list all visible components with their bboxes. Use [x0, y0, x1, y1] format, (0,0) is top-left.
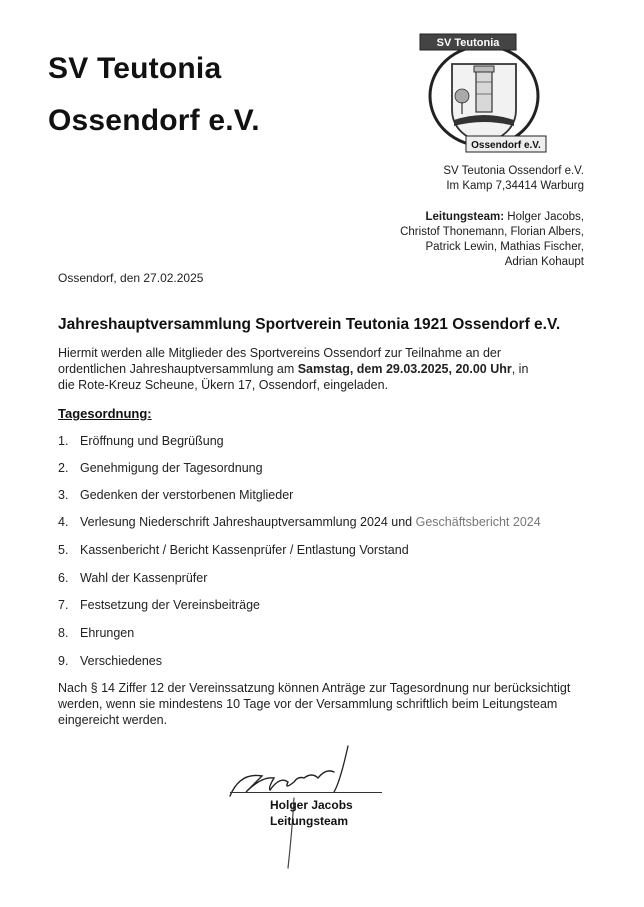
- team-line-3: Patrick Lewin, Mathias Fischer,: [425, 241, 584, 253]
- agenda-number: 5.: [58, 543, 69, 557]
- intro-paragraph: [58, 345, 538, 393]
- agenda-item: [58, 571, 207, 585]
- agenda-text: Festsetzung der Vereinsbeiträge: [80, 598, 260, 612]
- agenda-item: [58, 626, 134, 640]
- agenda-text: Eröffnung und Begrüßung: [80, 434, 224, 448]
- intro-text-1: Hiermit werden alle Mitglieder des Sportvereins Ossendorf zur Teilnahme an der ordentlichen Jahreshauptversammlung am: [58, 346, 502, 376]
- leadership-team: [400, 210, 584, 270]
- team-line-2: Christof Thonemann, Florian Albers,: [400, 226, 584, 238]
- agenda-number: 6.: [58, 571, 69, 585]
- agenda-number: 2.: [58, 461, 69, 475]
- club-address: [443, 164, 584, 194]
- agenda-number: 1.: [58, 434, 69, 448]
- team-line-1: Holger Jacobs,: [507, 211, 584, 223]
- agenda-text: Verlesung Niederschrift Jahreshauptversammlung 2024 und: [80, 515, 416, 529]
- agenda-text-gray: Geschäftsbericht 2024: [415, 515, 541, 529]
- signature-line: [230, 792, 382, 793]
- agenda-title: Tagesordnung:: [58, 406, 152, 421]
- agenda-number: 9.: [58, 654, 69, 668]
- agenda-text: Kassenbericht / Bericht Kassenprüfer / Entlastung Vorstand: [80, 543, 409, 557]
- letter-date: Ossendorf, den 27.02.2025: [58, 271, 204, 285]
- agenda-number: 8.: [58, 626, 69, 640]
- agenda-item: [58, 598, 260, 612]
- agenda-item: [58, 488, 293, 502]
- agenda-text: Genehmigung der Tagesordnung: [80, 461, 263, 475]
- signer-role: Leitungsteam: [270, 814, 349, 828]
- agenda-item: [58, 461, 263, 475]
- agenda-item: [58, 543, 409, 557]
- team-label: Leitungsteam:: [425, 211, 505, 223]
- agenda-number: 7.: [58, 598, 69, 612]
- agenda-item: [58, 515, 541, 529]
- address-line-1: SV Teutonia Ossendorf e.V.: [443, 165, 584, 177]
- statute-note: Nach § 14 Ziffer 12 der Vereinssatzung können Anträge zur Tagesordnung nur berücksichtigt werden, wenn sie mindestens 10 Tage vor der Versammlung schriftlich beim Leitungsteam eingereicht werden.: [58, 681, 571, 727]
- agenda-number: 3.: [58, 488, 69, 502]
- agenda-number: 4.: [58, 515, 69, 529]
- signer-name: Holger Jacobs: [270, 798, 353, 812]
- signer-block: [270, 797, 353, 829]
- logo-bottom-text: Ossendorf e.V.: [471, 140, 541, 151]
- logo-top-text: SV Teutonia: [436, 37, 500, 49]
- team-line-4: Adrian Kohaupt: [504, 256, 584, 268]
- club-name-line1: SV Teutonia: [48, 52, 222, 85]
- club-logo: [418, 30, 550, 156]
- agenda-item: [58, 434, 224, 448]
- intro-date-time: Samstag, dem 29.03.2025, 20.00 Uhr: [297, 362, 512, 376]
- agenda-text: Verschiedenes: [80, 654, 163, 668]
- agenda-text: Wahl der Kassenprüfer: [80, 571, 208, 585]
- club-name-line2: Ossendorf e.V.: [48, 104, 260, 137]
- agenda-text: Gedenken der verstorbenen Mitglieder: [80, 488, 294, 502]
- agenda-text: Ehrungen: [80, 626, 135, 640]
- intro-text-2: , in die Rote-Kreuz Scheune, Ükern 17, Ossendorf, eingeladen.: [58, 362, 529, 392]
- agenda-item: [58, 654, 162, 668]
- address-line-2: Im Kamp 7,34414 Warburg: [446, 180, 584, 192]
- letter-heading: Jahreshauptversammlung Sportverein Teutonia 1921 Ossendorf e.V.: [58, 316, 561, 333]
